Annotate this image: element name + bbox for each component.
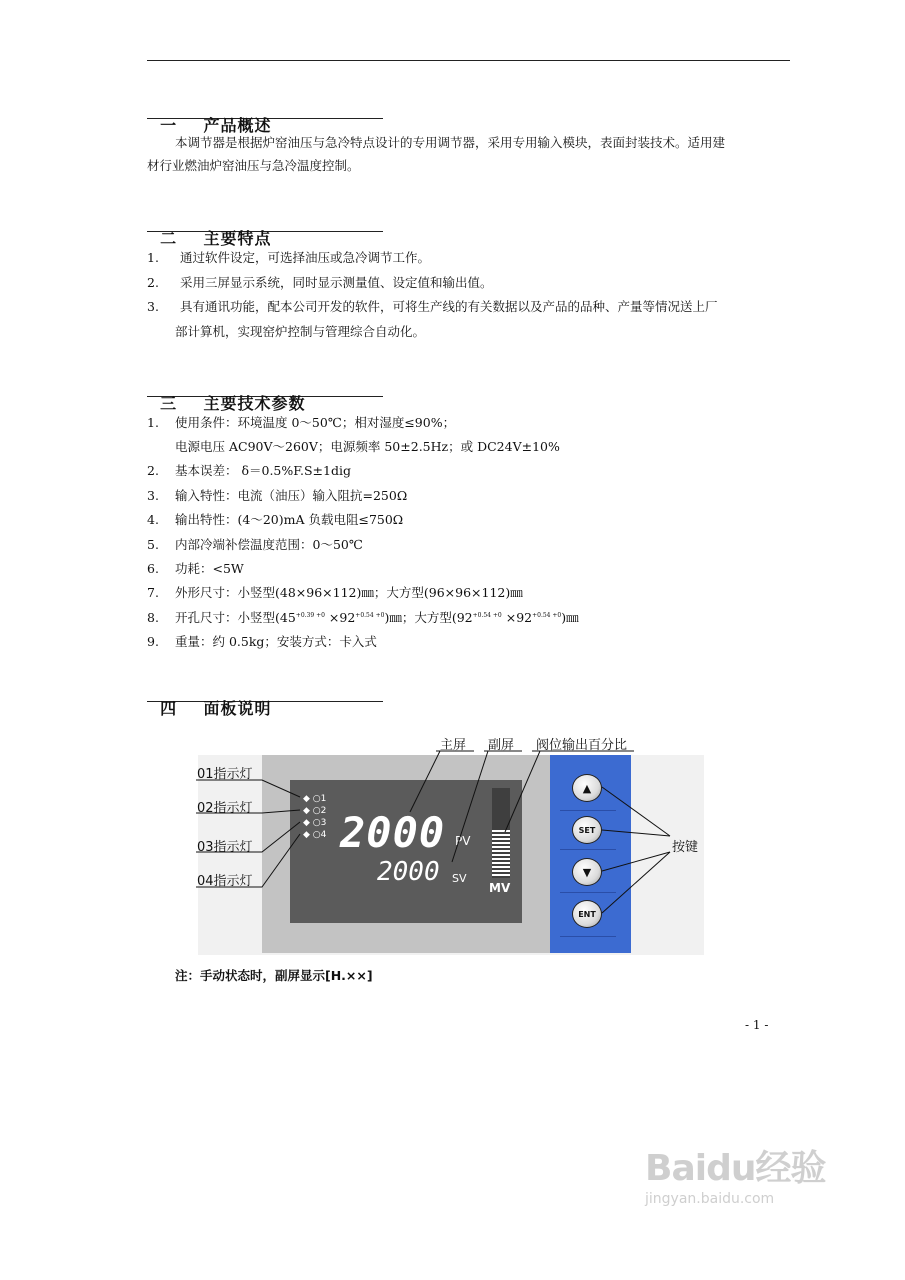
spec-text: 基本误差： δ＝0.5%F.S±1dig	[175, 463, 351, 478]
spec-number: 9.	[147, 634, 159, 649]
section-number: 四	[160, 699, 178, 718]
feature-text: 通过软件设定，可选择油压或急冷调节工作。	[180, 250, 431, 265]
tolerance: +0.54 +0	[355, 612, 385, 619]
up-button[interactable]: ▲	[572, 774, 602, 802]
label-o1-indicator: 01指示灯	[197, 767, 253, 782]
spec-text: 重量：约 0.5kg；安装方式：卡入式	[175, 634, 377, 649]
spec-text: 内部冷端补偿温度范围：0～50℃	[175, 537, 363, 552]
section-heading: 产品概述	[203, 116, 272, 135]
spec-text-continued: 电源电压 AC90V～260V；电源频率 50±2.5Hz；或 DC24V±10%	[175, 439, 560, 454]
spec-text: 输出特性：(4～20)mA 负载电阻≤750Ω	[175, 512, 404, 527]
led-label: ○4	[312, 830, 327, 840]
led-label: ○3	[312, 818, 327, 828]
label-main-screen: 主屏	[440, 738, 467, 753]
section-heading: 主要技术参数	[203, 394, 306, 413]
spec-text: 使用条件：环境温度 0～50℃；相对湿度≤90%；	[175, 415, 456, 430]
tolerance: +0.39 +0	[295, 612, 325, 619]
tolerance: +0.54 +0	[472, 612, 502, 619]
led-indicator-3: ◆ ○3	[303, 818, 327, 828]
tolerance: +0.54 +0	[532, 612, 562, 619]
label-keys: 按键	[672, 840, 699, 855]
led-indicator-4: ◆ ○4	[303, 830, 327, 840]
label-o4-indicator: 04指示灯	[197, 874, 253, 889]
item-number: 1.	[147, 250, 159, 265]
spec-number: 1.	[147, 415, 159, 430]
mv-label: MV	[489, 881, 511, 895]
feature-text: 采用三屏显示系统，同时显示测量值、设定值和输出值。	[180, 275, 493, 290]
spec-fragment: )㎜	[561, 610, 579, 625]
item-number: 2.	[147, 275, 159, 290]
spec-text: 输入特性：电流（油压）输入阻抗=250Ω	[175, 488, 408, 503]
spec-number: 8.	[147, 610, 159, 625]
led-label: ○1	[312, 794, 327, 804]
watermark-brand: Baidu经验	[645, 1148, 826, 1189]
spec-fragment: ×92	[324, 610, 356, 625]
label-sub-screen: 副屏	[488, 738, 515, 753]
spec-fragment: 开孔尺寸：小竖型(45	[175, 610, 296, 625]
sv-label: SV	[452, 872, 467, 885]
feature-text: 具有通讯功能，配本公司开发的软件，可将生产线的有关数据以及产品的品种、产量等情况送上厂	[180, 299, 718, 314]
spec-number: 3.	[147, 488, 159, 503]
spec-number: 4.	[147, 512, 159, 527]
watermark-url: jingyan.baidu.com	[645, 1191, 775, 1207]
spec-number: 6.	[147, 561, 159, 576]
overview-line-1: 本调节器是根据炉窑油压与急冷特点设计的专用调节器，采用专用输入模块，表面封装技术。适用建	[175, 135, 726, 150]
section-heading: 面板说明	[203, 699, 272, 718]
led-label: ○2	[312, 806, 327, 816]
page-number: - 1 -	[745, 1018, 769, 1032]
spec-text: 功耗：<5W	[175, 561, 244, 576]
item-number: 3.	[147, 299, 159, 314]
spec-number: 2.	[147, 463, 159, 478]
spec-number: 5.	[147, 537, 159, 552]
pv-label: PV	[455, 834, 471, 848]
label-valve-output: 阀位输出百分比	[536, 738, 628, 753]
spec-text: 外形尺寸：小竖型(48×96×112)㎜；大方型(96×96×112)㎜	[175, 585, 523, 600]
spec-fragment: )㎜；大方型(92	[384, 610, 473, 625]
feature-text-continued: 部计算机，实现窑炉控制与管理综合自动化。	[175, 324, 426, 339]
pv-display: 2000	[340, 808, 446, 857]
sv-display: 2000	[377, 857, 440, 887]
manual-mode-note: 注：手动状态时，副屏显示[H.××]	[175, 968, 373, 983]
label-o2-indicator: 02指示灯	[197, 801, 253, 816]
overview-line-2: 材行业燃油炉窑油压与急冷温度控制。	[147, 158, 360, 173]
baidu-watermark	[645, 1140, 825, 1207]
led-indicator-2: ◆ ○2	[303, 806, 327, 816]
section-number: 三	[160, 394, 178, 413]
section-heading: 主要特点	[203, 229, 272, 248]
ent-button[interactable]: ENT	[572, 900, 602, 928]
label-o3-indicator: 03指示灯	[197, 840, 253, 855]
led-indicator-1: ◆ ○1	[303, 794, 327, 804]
set-button[interactable]: SET	[572, 816, 602, 844]
section-number: 二	[160, 229, 178, 248]
spec-number: 7.	[147, 585, 159, 600]
section-number: 一	[160, 116, 178, 135]
spec-fragment: ×92	[501, 610, 533, 625]
down-button[interactable]: ▼	[572, 858, 602, 886]
